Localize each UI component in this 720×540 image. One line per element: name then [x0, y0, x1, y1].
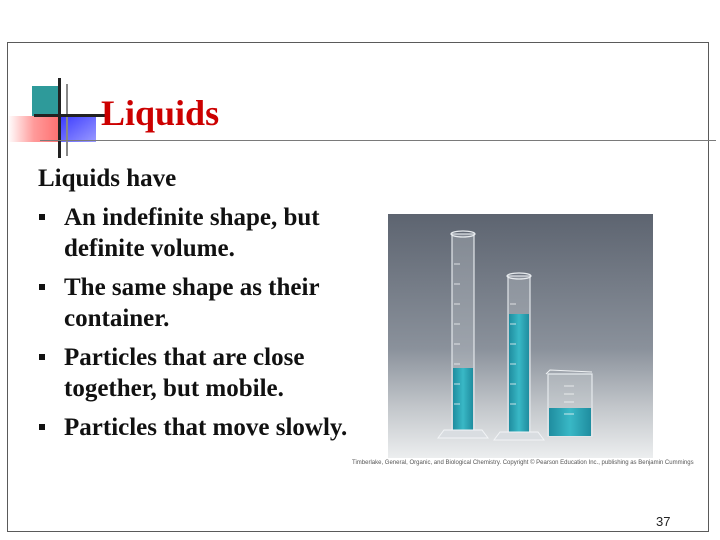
bullet-text: The same shape as their container. — [64, 274, 320, 332]
glassware-photo — [388, 214, 653, 458]
bullet-text: Particles that move slowly. — [64, 414, 348, 441]
square-bullet-icon — [39, 354, 45, 360]
bullet-list — [38, 202, 368, 451]
beaker — [546, 370, 592, 436]
intro-text: Liquids have — [38, 165, 177, 192]
bullet-item — [38, 272, 368, 334]
title-underline — [40, 140, 716, 141]
bullet-item — [38, 202, 368, 264]
bullet-item — [38, 342, 368, 404]
bullet-text: An indefinite shape, but definite volume. — [64, 204, 320, 262]
square-bullet-icon — [39, 424, 45, 430]
square-bullet-icon — [39, 284, 45, 290]
bullet-item — [38, 412, 368, 443]
square-bullet-icon — [39, 214, 45, 220]
slide-title: Liquids — [101, 93, 220, 133]
bullet-text: Particles that are close together, but mobile. — [64, 344, 305, 402]
page-number: 37 — [656, 514, 671, 529]
photo-credit: Timberlake, General, Organic, and Biological Chemistry. Copyright © Pearson Education Inc., publishing as Benjamin Cummings — [352, 460, 694, 466]
